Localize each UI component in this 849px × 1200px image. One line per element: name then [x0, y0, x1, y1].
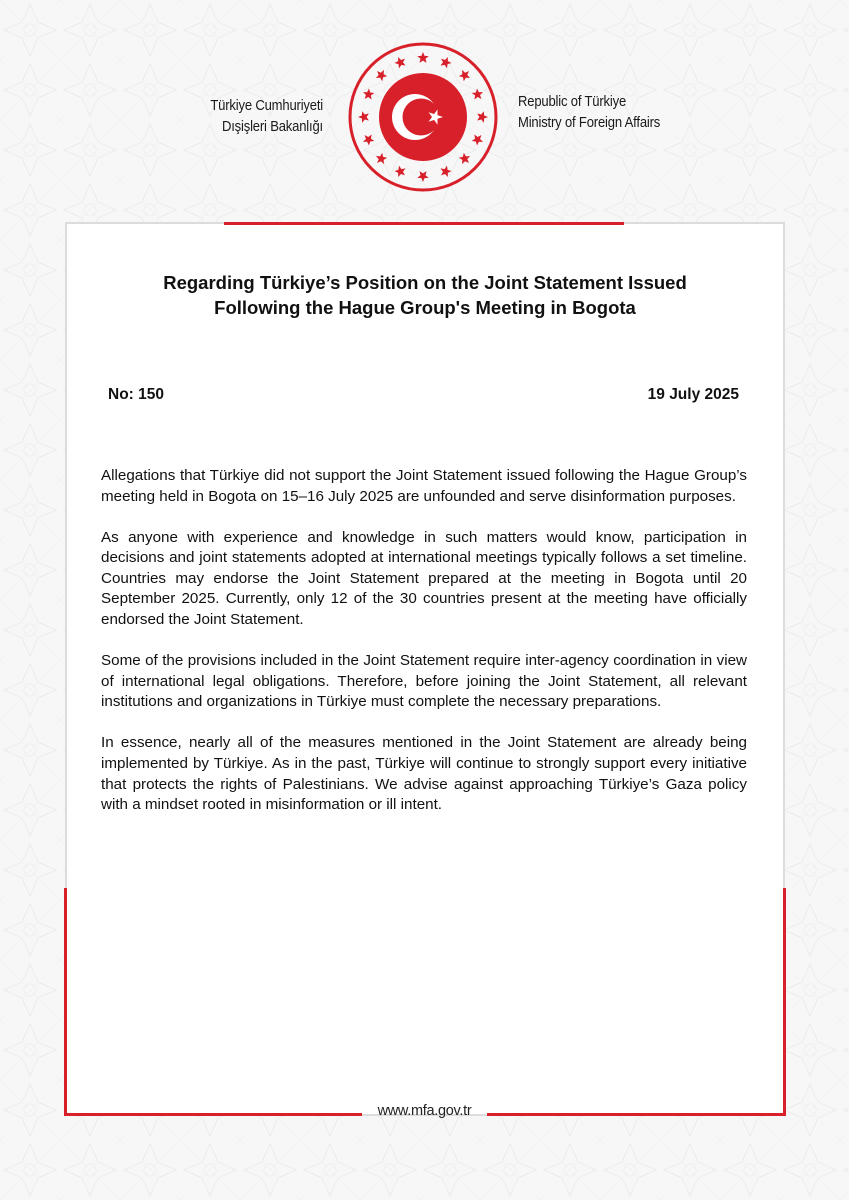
footer-website-link[interactable]: www.mfa.gov.tr	[377, 1103, 472, 1119]
body-paragraph: In essence, nearly all of the measures mentioned in the Joint Statement are already being implemented by Türkiye. As in the past, Türkiye will continue to strongly support every initiative that protects the rights of Palestinians. We advise against approaching Türkiye’s Gaza policy with a mindset rooted in misinformation or ill intent.	[101, 734, 747, 814]
seal-star-icon	[394, 166, 405, 177]
statement-body	[101, 466, 747, 836]
seal-star-icon	[376, 70, 387, 81]
header-tr-line1: Türkiye Cumhuriyeti	[210, 98, 323, 114]
title-line1: Regarding Türkiye’s Position on the Joint Statement Issued	[163, 272, 687, 293]
header-en-line2: Ministry of Foreign Affairs	[518, 115, 661, 131]
title-line2: Following the Hague Group's Meeting in Bogota	[214, 297, 636, 318]
seal-star-icon	[363, 134, 374, 145]
seal-star-icon	[363, 88, 374, 99]
header-tr-line2: Dışişleri Bakanlığı	[221, 119, 323, 135]
seal-star-icon	[440, 57, 451, 68]
seal-star-icon	[459, 153, 470, 164]
left-red-line	[64, 888, 67, 1116]
seal-star-icon	[358, 111, 369, 122]
body-paragraph: As anyone with experience and knowledge in such matters would know, participation in decisions and joint statements adopted at international meetings typically follows a set timeline. Countries may endorse the Joint Statement prepared at the meeting in Bogota until 20 September 2025. Currently, only 12 of the 30 countries present at the meeting have officially endorsed the Joint Statement.	[101, 528, 747, 629]
body-paragraph: Allegations that Türkiye did not support the Joint Statement issued following the Hague Group’s meeting held in Bogota on 15–16 July 2025 are unfounded and serve disinformation purposes.	[101, 467, 747, 505]
document-title	[90, 270, 760, 320]
top-red-line	[224, 222, 624, 225]
right-red-line	[783, 888, 786, 1116]
header-english	[518, 92, 698, 134]
statement-number: No: 150	[108, 386, 164, 403]
header-turkish	[167, 96, 323, 138]
ministry-seal-icon	[348, 42, 498, 192]
seal-star-icon	[394, 57, 405, 68]
body-paragraph: Some of the provisions included in the Joint Statement require inter-agency coordination in view of international legal obligations. Therefore, before joining the Joint Statement, all relevant institutions and organizations in Türkiye must complete the necessary preparations.	[101, 652, 747, 711]
seal-star-icon	[472, 134, 483, 145]
seal-star-icon	[477, 111, 488, 122]
seal-star-icon	[417, 52, 428, 63]
header-en-line1: Republic of Türkiye	[518, 94, 627, 110]
seal-star-icon	[417, 171, 428, 182]
seal-star-icon	[440, 166, 451, 177]
seal-star-icon	[376, 153, 387, 164]
statement-date: 19 July 2025	[647, 386, 739, 403]
seal-star-icon	[472, 88, 483, 99]
seal-star-icon	[459, 70, 470, 81]
